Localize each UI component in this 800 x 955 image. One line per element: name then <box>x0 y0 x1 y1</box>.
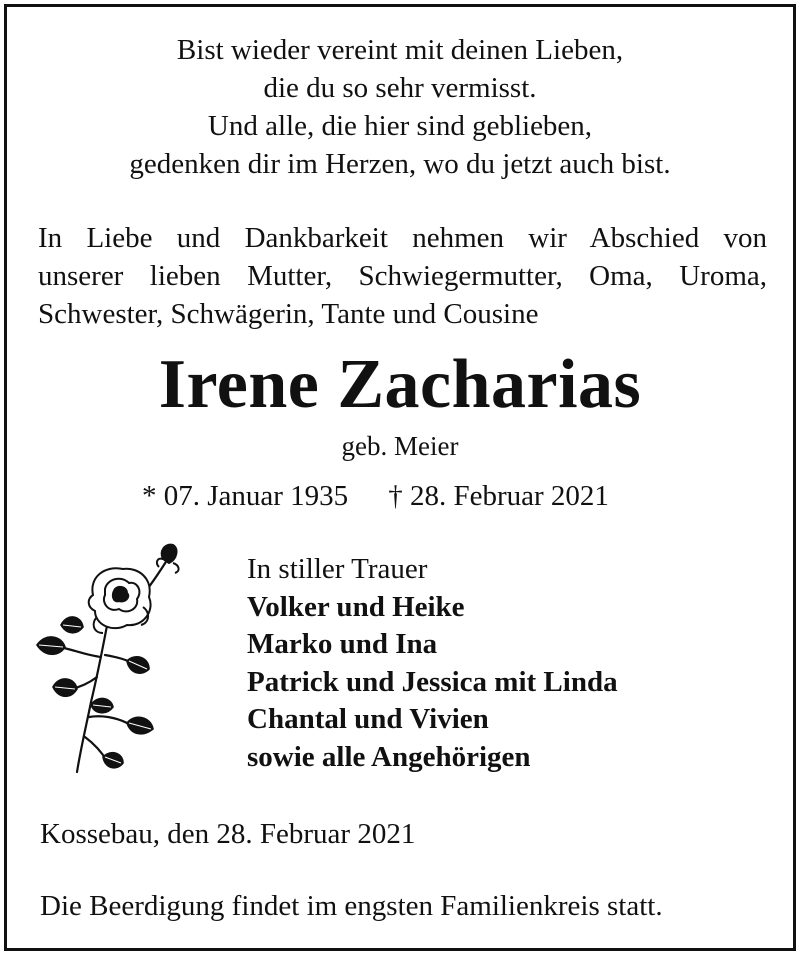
farewell-line: unserer lieben Mutter, Schwiegermutter, Oma, Uroma, <box>38 260 767 292</box>
poem-line: die du so sehr vermisst. <box>263 72 537 104</box>
mourner-family: Marko und Ina <box>247 628 438 660</box>
maiden-name: geb. Meier <box>341 431 459 461</box>
life-dates <box>142 477 609 515</box>
memorial-poem <box>7 31 793 183</box>
mourner-family: Chantal und Vivien <box>247 703 489 735</box>
place-date: Kossebau, den 28. Februar 2021 <box>40 818 416 850</box>
mourner-family: Volker und Heike <box>247 590 465 623</box>
mourners-lead: In stiller Trauer <box>247 553 428 585</box>
poem-line: Bist wieder vereint mit deinen Lieben, <box>176 34 624 66</box>
obituary-notice <box>4 4 796 951</box>
farewell-text <box>38 219 767 333</box>
deceased-name: Irene Zacharias <box>158 346 642 423</box>
rose-icon <box>31 537 191 777</box>
death-date: † 28. Februar 2021 <box>388 480 609 512</box>
funeral-note: Die Beerdigung findet im engsten Familienkreis statt. <box>40 890 663 922</box>
farewell-line: Schwester, Schwägerin, Tante und Cousine <box>38 298 539 330</box>
mourner-family: Patrick und Jessica mit Linda <box>247 665 618 698</box>
mourners-list <box>247 551 618 776</box>
mourner-family: sowie alle Angehörigen <box>247 740 531 773</box>
poem-line: gedenken dir im Herzen, wo du jetzt auch bist. <box>129 148 671 180</box>
poem-line: Und alle, die hier sind geblieben, <box>207 110 593 142</box>
farewell-line: In Liebe und Dankbarkeit nehmen wir Abschied von <box>38 222 767 254</box>
birth-date: * 07. Januar 1935 <box>142 480 349 512</box>
